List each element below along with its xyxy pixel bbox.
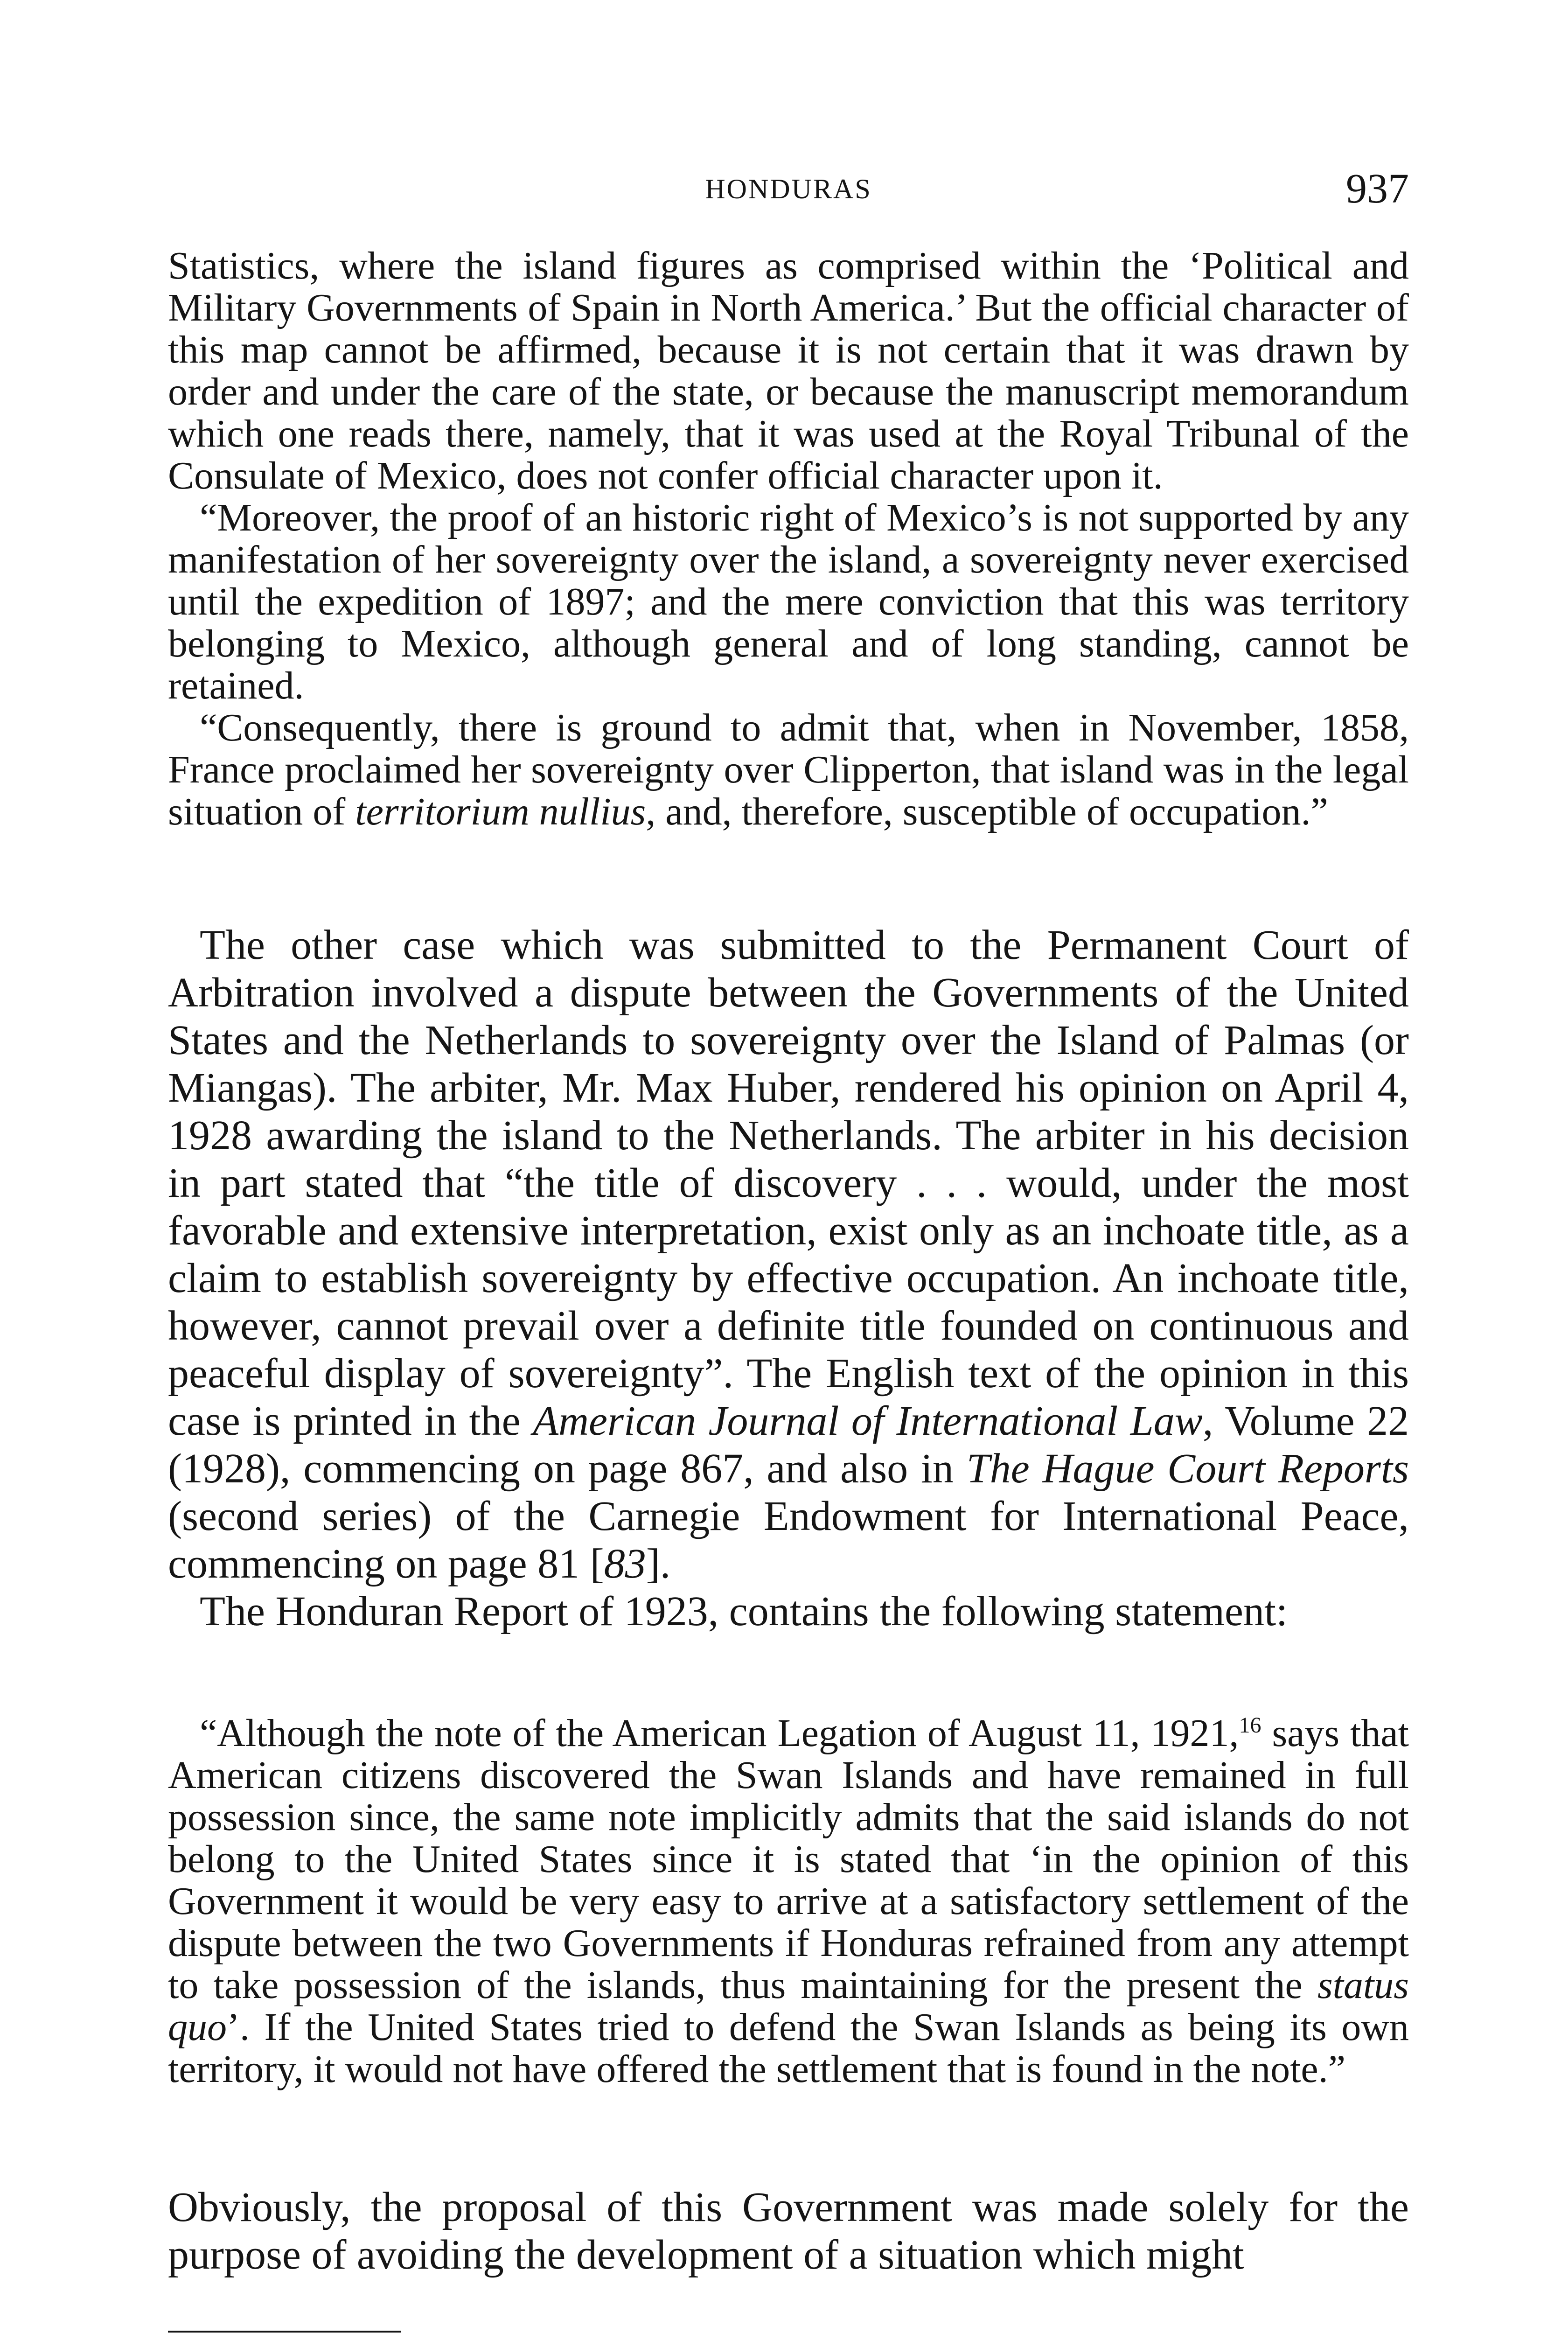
page-number: 937	[1346, 166, 1409, 212]
italic-term: status quo	[168, 1963, 1409, 2049]
body-section-conclusion	[168, 2184, 1409, 2279]
quote-paragraph: Statistics, where the island figures as comprised within the ‘Political and Military Governments of Spain in North America.’ But the official character of this map cannot be affirmed, because it is not certain that it was drawn by order and under the care of the state, or because the manuscript memorandum which one reads there, namely, that it was used at the Royal Tribunal of the Consulate of Mexico, does not confer official character upon it.	[168, 244, 1409, 497]
footnote-divider	[168, 2331, 401, 2333]
page-header	[168, 168, 1409, 210]
body-paragraph: The Honduran Report of 1923, contains the following statement:	[200, 1588, 1288, 1634]
footnote-reference: 16	[1239, 1713, 1261, 1738]
quote-paragraph: “Consequently, there is ground to admit that, when in November, 1858, France proclaimed her sovereignty over Clipperton, that island was in the legal situation of territorium nullius, and, therefore, susceptible of occupation.”	[168, 706, 1409, 833]
quoted-arbitral-award	[168, 245, 1409, 833]
page-reference: 83	[604, 1541, 646, 1587]
journal-title: American Journal of International Law	[533, 1398, 1203, 1444]
quoted-honduran-report	[168, 1712, 1409, 2090]
italic-term: territorium nullius	[355, 790, 646, 833]
quote-paragraph: “Moreover, the proof of an historic right of Mexico’s is not supported by any manifestation of her sovereignty over the island, a sovereignty never exercised until the expedition of 1897; and the mere conviction that this was territory belonging to Mexico, although general and of long standing, cannot be retained.	[168, 496, 1409, 707]
report-title: The Hague Court Reports	[966, 1446, 1409, 1492]
quote-paragraph: “Although the note of the American Legation of August 11, 1921,16 says that American citizens discovered the Swan Islands and have remained in full possession since, the same note implicitly admits that the said islands do not belong to the United States since it is stated that ‘in the opinion of this Government it would be very easy to arrive at a satisfactory settlement of the dispute between the two Governments if Honduras refrained from any attempt to take possession of the islands, thus maintaining for the present the status quo’. If the United States tried to defend the Swan Islands as being its own territory, it would not have offered the settlement that is found in the note.”	[168, 1711, 1409, 2091]
body-paragraph: The other case which was submitted to the Permanent Court of Arbitration involved a dispute between the Governments of the United States and the Netherlands to sovereignty over the Island of Palmas (or Miangas). The arbiter, Mr. Max Huber, rendered his opinion on April 4, 1928 awarding the island to the Netherlands. The arbiter in his decision in part stated that “the title of discovery . . . would, under the most favorable and extensive interpretation, exist only as an inchoate title, as a claim to establish sovereignty by effective occupation. An inchoate title, however, cannot prevail over a definite title founded on continuous and peaceful display of sovereignty”. The English text of the opinion in this case is printed in the American Journal of International Law, Volume 22 (1928), commencing on page 867, and also in The Hague Court Reports (second series) of the Carnegie Endowment for International Peace, commencing on page 81 [83].	[168, 922, 1409, 1587]
body-paragraph: Obviously, the proposal of this Government was made solely for the purpose of avoiding the development of a situation which might	[168, 2184, 1409, 2278]
document-page	[168, 0, 1409, 2333]
body-section-palmas	[168, 922, 1409, 1635]
running-title: HONDURAS	[705, 174, 872, 204]
